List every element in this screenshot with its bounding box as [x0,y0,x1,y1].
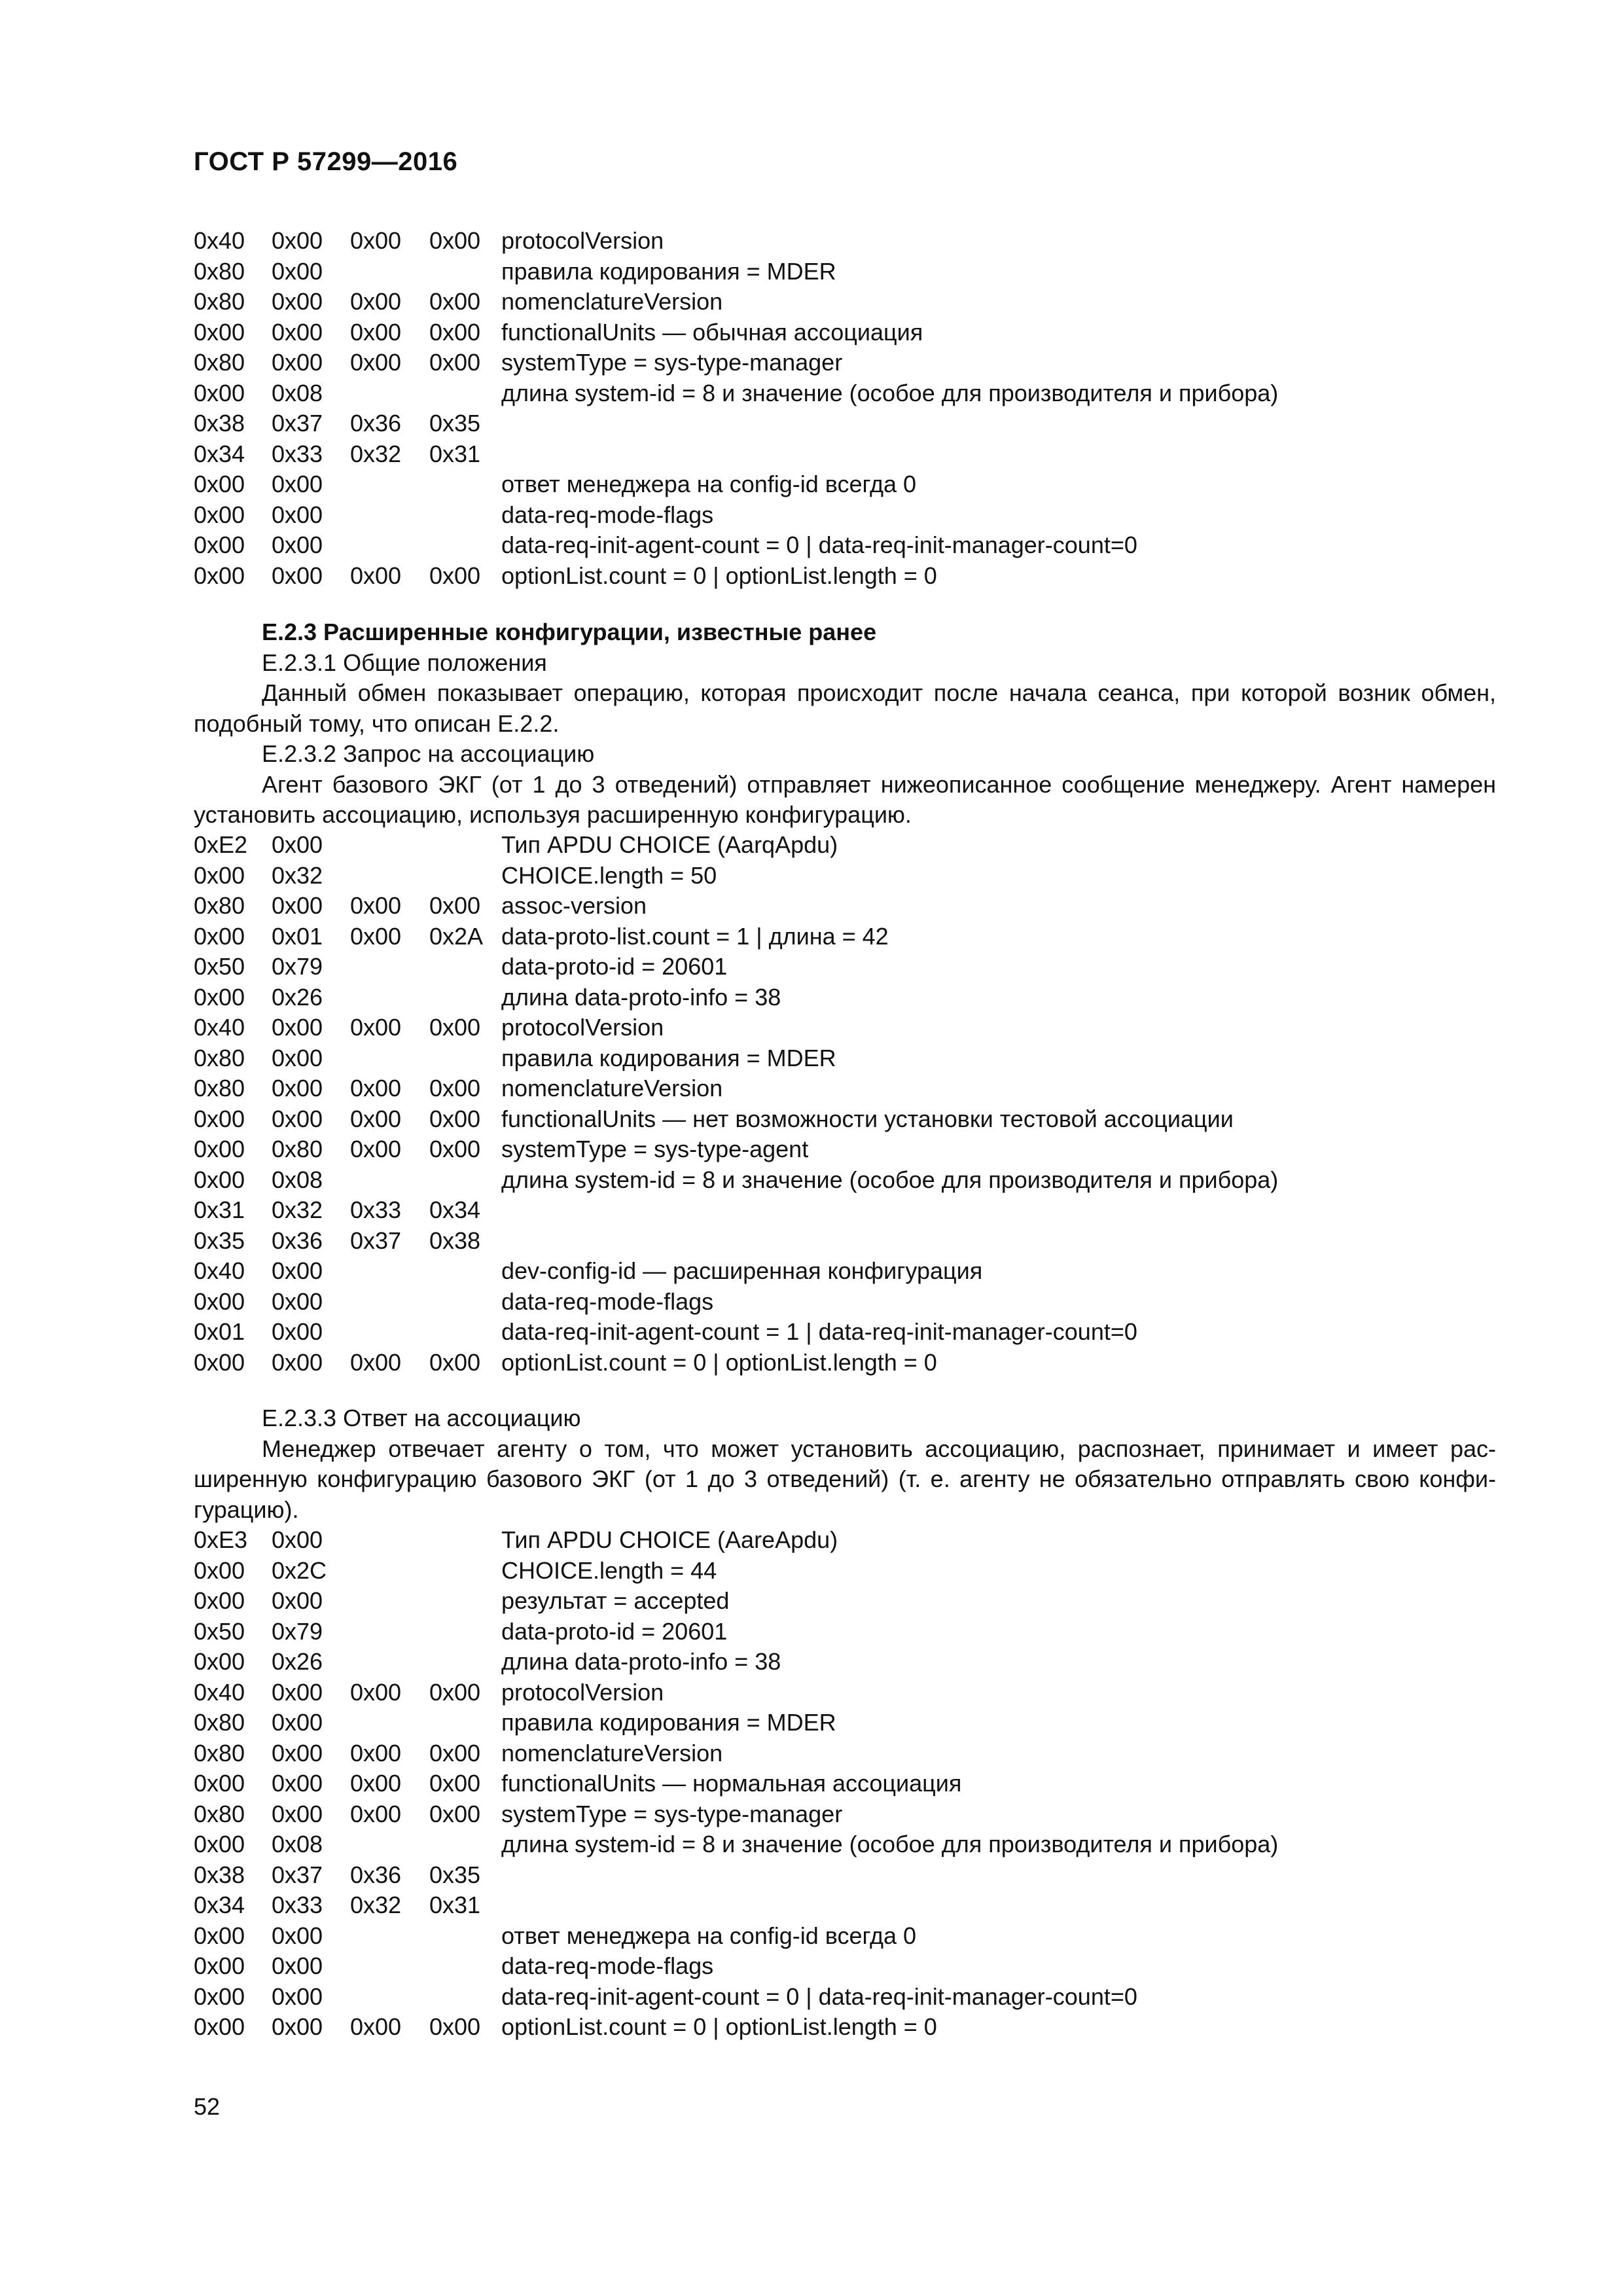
byte-cell: 0x00 [350,2013,402,2040]
byte-cell: 0x00 [194,1348,245,1376]
byte-cell: 0x00 [194,562,245,589]
byte-cell: 0x00 [272,501,323,528]
byte-description: nomenclatureVersion [501,1075,723,1102]
byte-description: результат = accepted [501,1587,730,1614]
byte-cell: 0x36 [350,410,402,437]
byte-cell: 0x00 [350,1800,402,1827]
byte-cell: 0x00 [194,983,245,1011]
byte-row [194,1556,1496,1587]
byte-cell: 0x00 [350,1075,402,1102]
byte-row [194,1708,1496,1738]
byte-cell: 0x00 [272,1014,323,1041]
byte-cell: 0x00 [272,1587,323,1614]
byte-cell: 0x00 [350,318,402,346]
byte-cell: 0x00 [272,288,323,315]
byte-row [194,1165,1496,1196]
subsection-heading: Е.2.3.1 Общие положения [262,649,547,676]
byte-description: functionalUnits — нет возможности установки тестовой ассоциации [501,1105,1234,1132]
byte-cell: 0x40 [194,1257,245,1284]
byte-cell: 0x08 [272,1831,323,1857]
byte-cell: 0x79 [272,953,323,980]
byte-description: data-req-init-agent-count = 0 | data-req-init-manager-count=0 [501,531,1137,558]
byte-cell: 0x08 [272,379,323,406]
byte-cell: 0x00 [429,2013,481,2040]
byte-cell: 0x00 [350,227,402,254]
byte-cell: 0x32 [350,440,402,467]
byte-cell: 0x37 [272,1861,323,1888]
byte-row [194,317,1496,348]
byte-cell: 0x00 [194,1982,245,2010]
byte-cell: 0x00 [272,1075,323,1102]
section-e233 [194,1403,1496,1525]
byte-cell: 0x00 [350,288,402,315]
byte-cell: 0x80 [194,257,245,285]
byte-cell: 0x00 [272,1800,323,1827]
byte-cell: 0x00 [272,1318,323,1345]
document-header: ГОСТ Р 57299—2016 [194,147,458,176]
byte-cell: 0x00 [429,288,481,315]
byte-cell: 0x35 [194,1227,245,1254]
byte-table-manager-response [194,226,1496,591]
byte-cell: 0x00 [194,1105,245,1132]
byte-description: CHOICE.length = 44 [501,1556,717,1584]
byte-cell: 0x00 [194,1556,245,1584]
byte-cell: 0x32 [272,861,323,889]
byte-cell: 0x38 [194,410,245,437]
byte-description: data-req-mode-flags [501,1952,714,1979]
byte-cell: 0x40 [194,1678,245,1706]
byte-cell: 0x36 [272,1227,323,1254]
byte-description: nomenclatureVersion [501,1739,723,1767]
byte-cell: 0x00 [272,831,323,858]
byte-cell: 0x2A [429,922,484,950]
byte-cell: 0x00 [272,2013,323,2040]
byte-table-association-request [194,830,1496,1378]
byte-table-association-response [194,1525,1496,2043]
byte-cell: 0x00 [350,892,402,919]
page-number: 52 [194,2093,221,2120]
byte-cell: 0x50 [194,1617,245,1645]
byte-description: data-proto-id = 20601 [501,953,728,980]
byte-cell: 0x00 [194,501,245,528]
byte-row [194,469,1496,500]
byte-row [194,530,1496,561]
byte-cell: 0x80 [194,1739,245,1767]
byte-cell: 0x32 [272,1196,323,1223]
byte-description: длина system-id = 8 и значение (особое для производителя и прибора) [501,379,1279,406]
byte-description: ответ менеджера на config-id всегда 0 [501,1922,917,1949]
byte-cell: 0x00 [272,1105,323,1132]
byte-cell: 0x00 [429,1770,481,1797]
byte-cell: 0x00 [194,1166,245,1193]
byte-cell: 0x00 [272,227,323,254]
byte-description: CHOICE.length = 50 [501,861,717,889]
byte-cell: 0x33 [272,440,323,467]
byte-cell: 0x00 [350,1739,402,1767]
paragraph: Данный обмен показывает операцию, которая происходит после начала сеанса, при которой возник обмен, подобный тому, что описан Е.2.2. [194,679,1496,737]
byte-cell: 0x00 [429,1348,481,1376]
byte-row [194,1525,1496,1556]
byte-row [194,287,1496,317]
byte-description: protocolVersion [501,1678,664,1706]
byte-cell: 0x80 [194,1075,245,1102]
byte-description: правила кодирования = MDER [501,257,836,285]
paragraph: Агент базового ЭКГ (от 1 до 3 отведений) отправляет нижеописанное сообщение менеджеру. Агент намерен установить ассоциацию, используя расширенную конфигурацию. [194,770,1496,828]
byte-cell: 0x2C [272,1556,327,1584]
byte-cell: 0x00 [429,1739,481,1767]
byte-row [194,408,1496,439]
byte-cell: 0x00 [272,1678,323,1706]
byte-cell: 0x38 [194,1861,245,1888]
byte-description: Тип APDU CHOICE (AarqApdu) [501,831,838,858]
byte-cell: 0x00 [194,2013,245,2040]
byte-row [194,1256,1496,1287]
byte-description: data-req-mode-flags [501,1287,714,1315]
paragraph: Менеджер отвечает агенту о том, что может установить ассоциацию, распознает, принимает и имеет расширенную конфигурацию базового ЭКГ (от 1 до 3 отведений) (т. е. агенту не обязательно отправлять свою конфигурацию). [194,1435,1496,1523]
byte-description: systemType = sys-type-manager [501,1800,843,1827]
byte-cell: 0x00 [429,1105,481,1132]
byte-cell: 0x50 [194,953,245,980]
byte-row [194,257,1496,287]
byte-cell: 0x00 [272,257,323,285]
byte-row [194,922,1496,952]
byte-cell: 0x34 [194,1892,245,1918]
byte-cell: 0x80 [194,1044,245,1071]
byte-cell: 0x34 [194,440,245,467]
byte-description: protocolVersion [501,1014,664,1041]
byte-cell: 0x00 [194,1770,245,1797]
byte-cell: 0x00 [272,562,323,589]
byte-row [194,378,1496,409]
byte-cell: 0x00 [350,1136,402,1162]
byte-description: длина system-id = 8 и значение (особое для производителя и прибора) [501,1166,1279,1193]
section-e23 [194,617,1496,831]
byte-row [194,1073,1496,1104]
byte-description: правила кодирования = MDER [501,1044,836,1071]
byte-cell: 0x35 [429,1861,481,1888]
byte-description: systemType = sys-type-manager [501,349,843,376]
byte-row [194,561,1496,592]
byte-description: data-req-init-agent-count = 1 | data-req-init-manager-count=0 [501,1318,1137,1345]
byte-cell: 0x00 [272,892,323,919]
byte-cell: 0x00 [272,1287,323,1315]
byte-cell: 0x00 [272,1526,323,1553]
byte-description: ответ менеджера на config-id всегда 0 [501,471,917,497]
byte-row [194,1104,1496,1135]
byte-cell: 0x37 [350,1227,402,1254]
byte-cell: 0x00 [272,1922,323,1949]
byte-row [194,348,1496,378]
byte-cell: 0x00 [194,1831,245,1857]
byte-cell: 0x01 [272,922,323,950]
byte-row [194,1348,1496,1378]
byte-cell: 0x00 [272,1348,323,1376]
byte-description: правила кодирования = MDER [501,1709,836,1736]
byte-description: assoc-version [501,892,647,919]
byte-cell: 0xE2 [194,831,248,858]
byte-cell: 0x00 [194,1952,245,1979]
byte-cell: 0x37 [272,410,323,437]
byte-cell: 0x00 [194,318,245,346]
byte-description: functionalUnits — нормальная ассоциация [501,1770,962,1797]
byte-description: nomenclatureVersion [501,288,723,315]
byte-cell: 0x40 [194,1014,245,1041]
byte-cell: 0x00 [429,1678,481,1706]
byte-row [194,1043,1496,1074]
byte-description: optionList.count = 0 | optionList.length = 0 [501,1348,937,1376]
byte-row [194,1617,1496,1647]
byte-cell: 0x80 [194,349,245,376]
byte-cell: 0x80 [194,892,245,919]
byte-cell: 0x00 [272,318,323,346]
byte-description: optionList.count = 0 | optionList.length = 0 [501,2013,937,2040]
byte-cell: 0x38 [429,1227,481,1254]
byte-cell: 0x00 [272,1770,323,1797]
byte-description: длина data-proto-info = 38 [501,983,781,1011]
byte-cell: 0x31 [194,1196,245,1223]
byte-row [194,1647,1496,1677]
byte-row [194,1890,1496,1921]
byte-cell: 0x00 [429,1800,481,1827]
byte-cell: 0x80 [194,288,245,315]
byte-cell: 0x79 [272,1617,323,1645]
byte-description: data-req-init-agent-count = 0 | data-req-init-manager-count=0 [501,1982,1137,2010]
byte-row [194,1738,1496,1769]
byte-row [194,1921,1496,1952]
byte-cell: 0x00 [429,1075,481,1102]
byte-row [194,2012,1496,2043]
byte-description: Тип APDU CHOICE (AareApdu) [501,1526,838,1553]
byte-cell: 0x00 [350,562,402,589]
byte-row [194,1287,1496,1318]
section-heading: Е.2.3 Расширенные конфигурации, известные ранее [262,619,877,645]
byte-row [194,1768,1496,1799]
byte-cell: 0x00 [429,892,481,919]
byte-cell: 0x00 [194,1648,245,1675]
byte-description: optionList.count = 0 | optionList.length = 0 [501,562,937,589]
byte-cell: 0x00 [194,471,245,497]
byte-row [194,861,1496,891]
byte-cell: 0x00 [350,1770,402,1797]
byte-cell: 0x80 [194,1709,245,1736]
byte-row [194,1799,1496,1830]
byte-cell: 0x00 [429,227,481,254]
byte-cell: 0x00 [350,1014,402,1041]
byte-description: длина data-proto-info = 38 [501,1648,781,1675]
byte-cell: 0x31 [429,440,481,467]
byte-row [194,1860,1496,1891]
byte-cell: 0x80 [194,1800,245,1827]
subsection-heading: Е.2.3.2 Запрос на ассоциацию [262,740,595,767]
byte-cell: 0x00 [272,1044,323,1071]
byte-cell: 0x33 [272,1892,323,1918]
byte-cell: 0x00 [350,922,402,950]
byte-cell: 0x00 [194,379,245,406]
byte-cell: 0x00 [194,922,245,950]
byte-description: data-proto-list.count = 1 | длина = 42 [501,922,889,950]
byte-row [194,1134,1496,1165]
byte-cell: 0x00 [194,1587,245,1614]
byte-cell: 0x35 [429,410,481,437]
byte-cell: 0x00 [194,531,245,558]
byte-cell: 0x00 [350,1678,402,1706]
byte-cell: 0x00 [350,1105,402,1132]
byte-row [194,500,1496,531]
byte-description: dev-config-id — расширенная конфигурация [501,1257,983,1284]
byte-cell: 0xE3 [194,1526,248,1553]
byte-description: protocolVersion [501,227,664,254]
byte-row [194,1982,1496,2013]
byte-row [194,1829,1496,1860]
byte-cell: 0x00 [272,349,323,376]
byte-cell: 0x00 [272,1257,323,1284]
byte-row [194,952,1496,982]
subsection-heading: Е.2.3.3 Ответ на ассоциацию [262,1405,581,1431]
byte-row [194,226,1496,257]
byte-cell: 0x00 [272,1982,323,2010]
byte-cell: 0x36 [350,1861,402,1888]
byte-row [194,1226,1496,1257]
byte-cell: 0x00 [429,562,481,589]
byte-description: data-req-mode-flags [501,501,714,528]
byte-cell: 0x00 [194,861,245,889]
byte-row [194,982,1496,1013]
byte-cell: 0x00 [350,349,402,376]
byte-cell: 0x00 [194,1136,245,1162]
byte-row [194,439,1496,470]
byte-row [194,1317,1496,1348]
byte-description: длина system-id = 8 и значение (особое для производителя и прибора) [501,1831,1279,1857]
byte-cell: 0x00 [429,1014,481,1041]
byte-row [194,1677,1496,1708]
byte-row [194,1951,1496,1982]
byte-cell: 0x08 [272,1166,323,1193]
byte-row [194,1195,1496,1226]
byte-description: functionalUnits — обычная ассоциация [501,318,923,346]
byte-cell: 0x00 [429,318,481,346]
byte-row [194,1013,1496,1043]
byte-cell: 0x00 [272,531,323,558]
byte-cell: 0x40 [194,227,245,254]
byte-cell: 0x00 [194,1287,245,1315]
byte-cell: 0x34 [429,1196,481,1223]
byte-cell: 0x33 [350,1196,402,1223]
byte-cell: 0x00 [350,1348,402,1376]
byte-cell: 0x31 [429,1892,481,1918]
byte-cell: 0x26 [272,983,323,1011]
byte-cell: 0x00 [429,1136,481,1162]
byte-cell: 0x00 [272,1952,323,1979]
byte-cell: 0x00 [429,349,481,376]
byte-cell: 0x00 [272,1709,323,1736]
byte-row [194,1586,1496,1617]
byte-cell: 0x00 [272,1739,323,1767]
byte-description: data-proto-id = 20601 [501,1617,728,1645]
byte-row [194,830,1496,861]
byte-cell: 0x26 [272,1648,323,1675]
byte-description: systemType = sys-type-agent [501,1136,809,1162]
byte-row [194,891,1496,922]
byte-cell: 0x32 [350,1892,402,1918]
byte-cell: 0x01 [194,1318,245,1345]
byte-cell: 0x80 [272,1136,323,1162]
byte-cell: 0x00 [272,471,323,497]
byte-cell: 0x00 [194,1922,245,1949]
